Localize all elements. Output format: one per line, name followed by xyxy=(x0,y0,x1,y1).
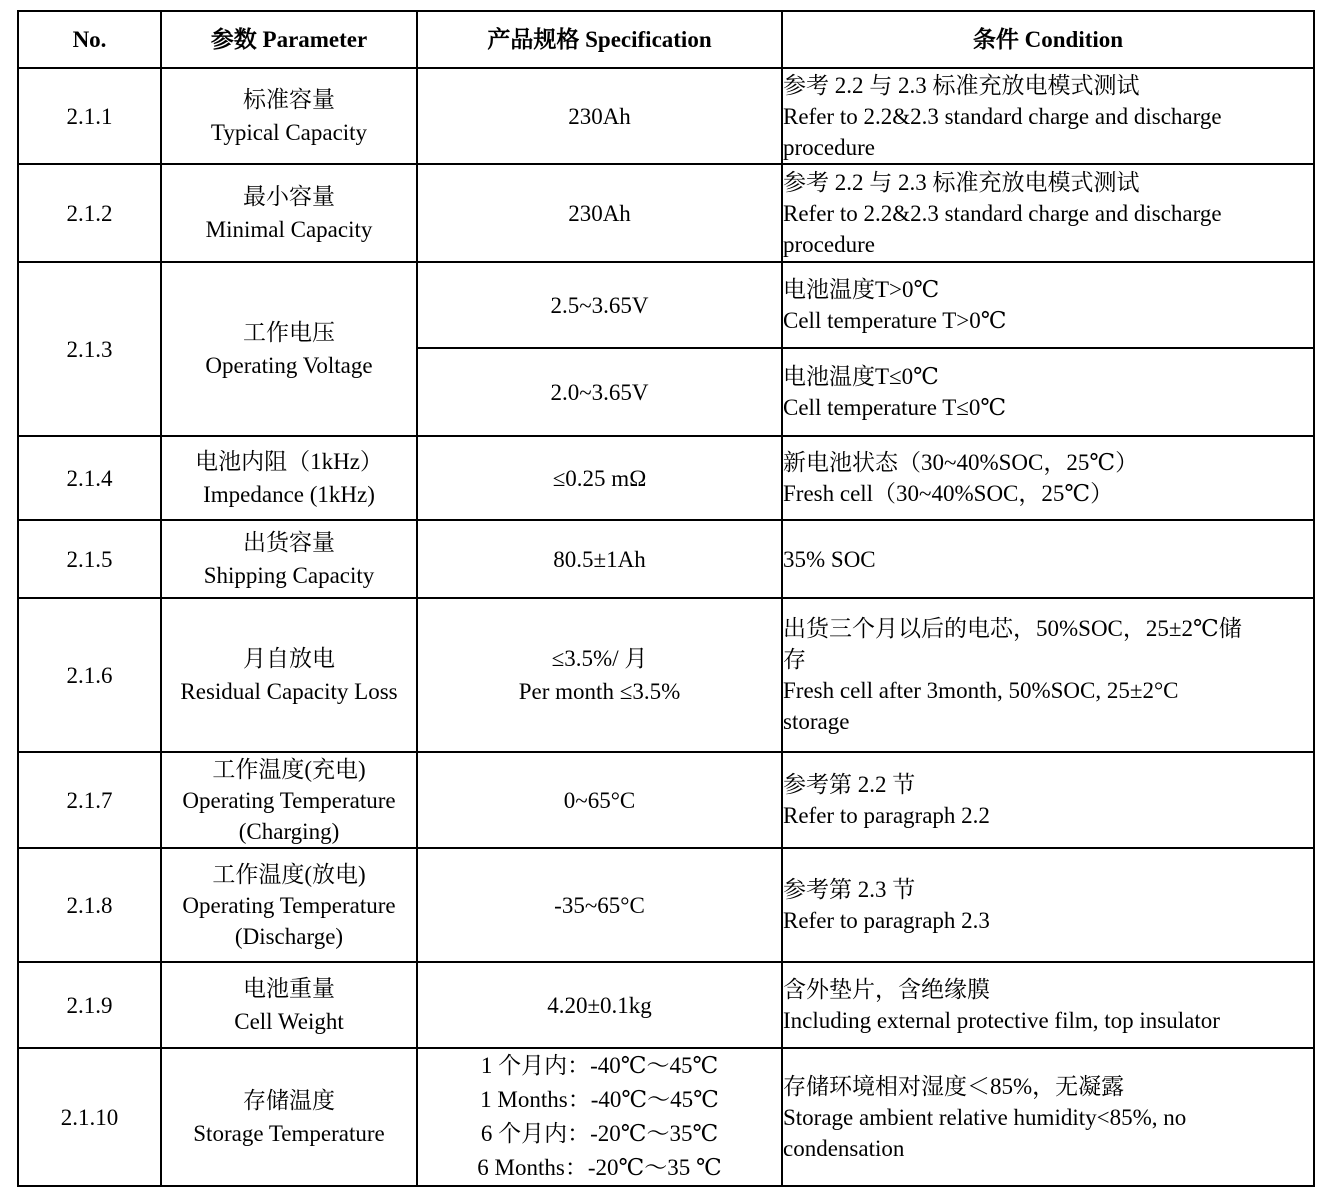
parameter-en: Cell Weight xyxy=(234,1009,344,1034)
specification-cell: ≤0.25 mΩ xyxy=(417,436,782,520)
row-number: 2.1.8 xyxy=(18,848,161,962)
parameter-cn: 工作电压 xyxy=(243,320,335,345)
specification-line: 1 Months：-40℃～45℃ xyxy=(480,1087,719,1112)
condition-line: procedure xyxy=(783,231,875,257)
condition-line: 存 xyxy=(783,647,806,672)
table-header-row xyxy=(18,11,1314,68)
condition-line: Refer to paragraph 2.3 xyxy=(783,908,990,933)
parameter-en: Operating Temperature xyxy=(182,892,396,918)
parameter-cn: 存储温度 xyxy=(243,1088,335,1113)
row-number: 2.1.5 xyxy=(18,520,161,598)
condition-line: Refer to paragraph 2.2 xyxy=(783,803,990,828)
condition-line: 电池温度T≤0℃ xyxy=(783,364,939,389)
parameter-cn: 出货容量 xyxy=(243,530,335,555)
condition-cell xyxy=(782,848,1314,962)
header-no: No. xyxy=(18,11,161,68)
parameter-cell xyxy=(161,68,417,164)
parameter-en: Shipping Capacity xyxy=(203,563,375,588)
condition-line: Fresh cell after 3month, 50%SOC, 25±2°C xyxy=(783,678,1179,703)
specification-line: Per month ≤3.5% xyxy=(518,679,681,704)
condition-line: condensation xyxy=(783,1135,905,1161)
parameter-cn: 电池内阻（1kHz） xyxy=(195,449,383,474)
parameter-en-suffix: (Charging) xyxy=(238,818,340,844)
condition-cell xyxy=(782,1048,1314,1186)
specification-cell: -35~65°C xyxy=(417,848,782,962)
row-number: 2.1.3 xyxy=(18,262,161,436)
parameter-en: Operating Voltage xyxy=(205,353,373,378)
specification-cell: 2.5~3.65V xyxy=(417,262,782,348)
row-number: 2.1.1 xyxy=(18,68,161,164)
parameter-cell xyxy=(161,436,417,520)
condition-cell xyxy=(782,436,1314,520)
parameter-cn: 电池重量 xyxy=(243,976,335,1001)
header-condition: 条件 Condition xyxy=(782,11,1314,68)
condition-line: Fresh cell（30~40%SOC，25℃） xyxy=(783,481,1114,506)
specification-line: 6 个月内：-20℃～35℃ xyxy=(480,1121,719,1146)
condition-cell xyxy=(782,752,1314,848)
specification-cell: 80.5±1Ah xyxy=(417,520,782,598)
table-row xyxy=(18,962,1314,1048)
condition-line: Refer to 2.2&2.3 standard charge and discharge xyxy=(783,103,1222,129)
table-row xyxy=(18,68,1314,164)
condition-line: 存储环境相对湿度＜85%，无凝露 xyxy=(783,1073,1125,1099)
parameter-en: Residual Capacity Loss xyxy=(180,679,398,704)
parameter-en: Typical Capacity xyxy=(210,120,368,145)
specification-cell: 2.0~3.65V xyxy=(417,348,782,436)
condition-line: Refer to 2.2&2.3 standard charge and discharge xyxy=(783,200,1222,226)
parameter-cn: 最小容量 xyxy=(243,184,335,209)
condition-line: 参考 2.2 与 2.3 标准充放电模式测试 xyxy=(783,169,1140,195)
row-number: 2.1.7 xyxy=(18,752,161,848)
parameter-cn: 工作温度(充电) xyxy=(212,756,366,782)
table-row xyxy=(18,598,1314,752)
parameter-cn: 月自放电 xyxy=(243,646,335,671)
specification-cell: 4.20±0.1kg xyxy=(417,962,782,1048)
condition-cell xyxy=(782,962,1314,1048)
specification-cell: 230Ah xyxy=(417,164,782,262)
parameter-en: Impedance (1kHz) xyxy=(203,482,375,507)
condition-cell xyxy=(782,520,1314,598)
specification-line: ≤3.5%/ 月 xyxy=(551,646,648,671)
parameter-en: Storage Temperature xyxy=(193,1121,385,1146)
parameter-en-suffix: (Discharge) xyxy=(234,923,344,949)
condition-line: 参考第 2.3 节 xyxy=(783,877,916,902)
table-row xyxy=(18,1048,1314,1186)
table-row xyxy=(18,752,1314,848)
parameter-cn: 标准容量 xyxy=(243,87,335,112)
condition-line: 出货三个月以后的电芯，50%SOC，25±2℃储 xyxy=(783,616,1242,641)
parameter-en: Minimal Capacity xyxy=(205,217,373,242)
specification-cell xyxy=(417,598,782,752)
row-number: 2.1.2 xyxy=(18,164,161,262)
condition-cell xyxy=(782,598,1314,752)
parameter-cell xyxy=(161,262,417,436)
parameter-cn: 工作温度(放电) xyxy=(212,861,366,887)
header-specification: 产品规格 Specification xyxy=(417,11,782,68)
parameter-cell xyxy=(161,962,417,1048)
header-parameter: 参数 Parameter xyxy=(161,11,417,68)
table-row xyxy=(18,848,1314,962)
parameter-cell xyxy=(161,164,417,262)
condition-cell xyxy=(782,164,1314,262)
specification-line: 1 个月内：-40℃～45℃ xyxy=(480,1053,719,1078)
parameter-cell xyxy=(161,848,417,962)
specification-cell: 0~65°C xyxy=(417,752,782,848)
condition-line: 参考 2.2 与 2.3 标准充放电模式测试 xyxy=(783,72,1140,98)
condition-line: Storage ambient relative humidity<85%, no xyxy=(783,1104,1187,1130)
condition-cell xyxy=(782,68,1314,164)
table-row xyxy=(18,262,1314,348)
specification-table xyxy=(17,10,1315,1187)
condition-line: Cell temperature T≤0℃ xyxy=(783,395,1007,420)
table-row xyxy=(18,436,1314,520)
condition-line: procedure xyxy=(783,134,875,160)
condition-line: Including external protective film, top insulator xyxy=(783,1008,1220,1033)
condition-line: 35% SOC xyxy=(783,546,876,572)
table-row xyxy=(18,164,1314,262)
condition-cell xyxy=(782,262,1314,348)
condition-cell xyxy=(782,348,1314,436)
parameter-cell xyxy=(161,598,417,752)
parameter-cell xyxy=(161,520,417,598)
specification-cell xyxy=(417,1048,782,1186)
condition-line: storage xyxy=(783,709,850,734)
table-row xyxy=(18,520,1314,598)
condition-line: 参考第 2.2 节 xyxy=(783,772,916,797)
condition-line: Cell temperature T>0℃ xyxy=(783,308,1007,333)
parameter-cell xyxy=(161,752,417,848)
row-number: 2.1.4 xyxy=(18,436,161,520)
parameter-cell xyxy=(161,1048,417,1186)
row-number: 2.1.10 xyxy=(18,1048,161,1186)
row-number: 2.1.9 xyxy=(18,962,161,1048)
row-number: 2.1.6 xyxy=(18,598,161,752)
specification-cell: 230Ah xyxy=(417,68,782,164)
condition-line: 新电池状态（30~40%SOC，25℃） xyxy=(783,450,1139,475)
condition-line: 含外垫片，含绝缘膜 xyxy=(783,977,990,1002)
condition-line: 电池温度T>0℃ xyxy=(783,277,940,302)
parameter-en: Operating Temperature xyxy=(182,787,396,813)
specification-line: 6 Months：-20℃～35 ℃ xyxy=(477,1155,722,1180)
